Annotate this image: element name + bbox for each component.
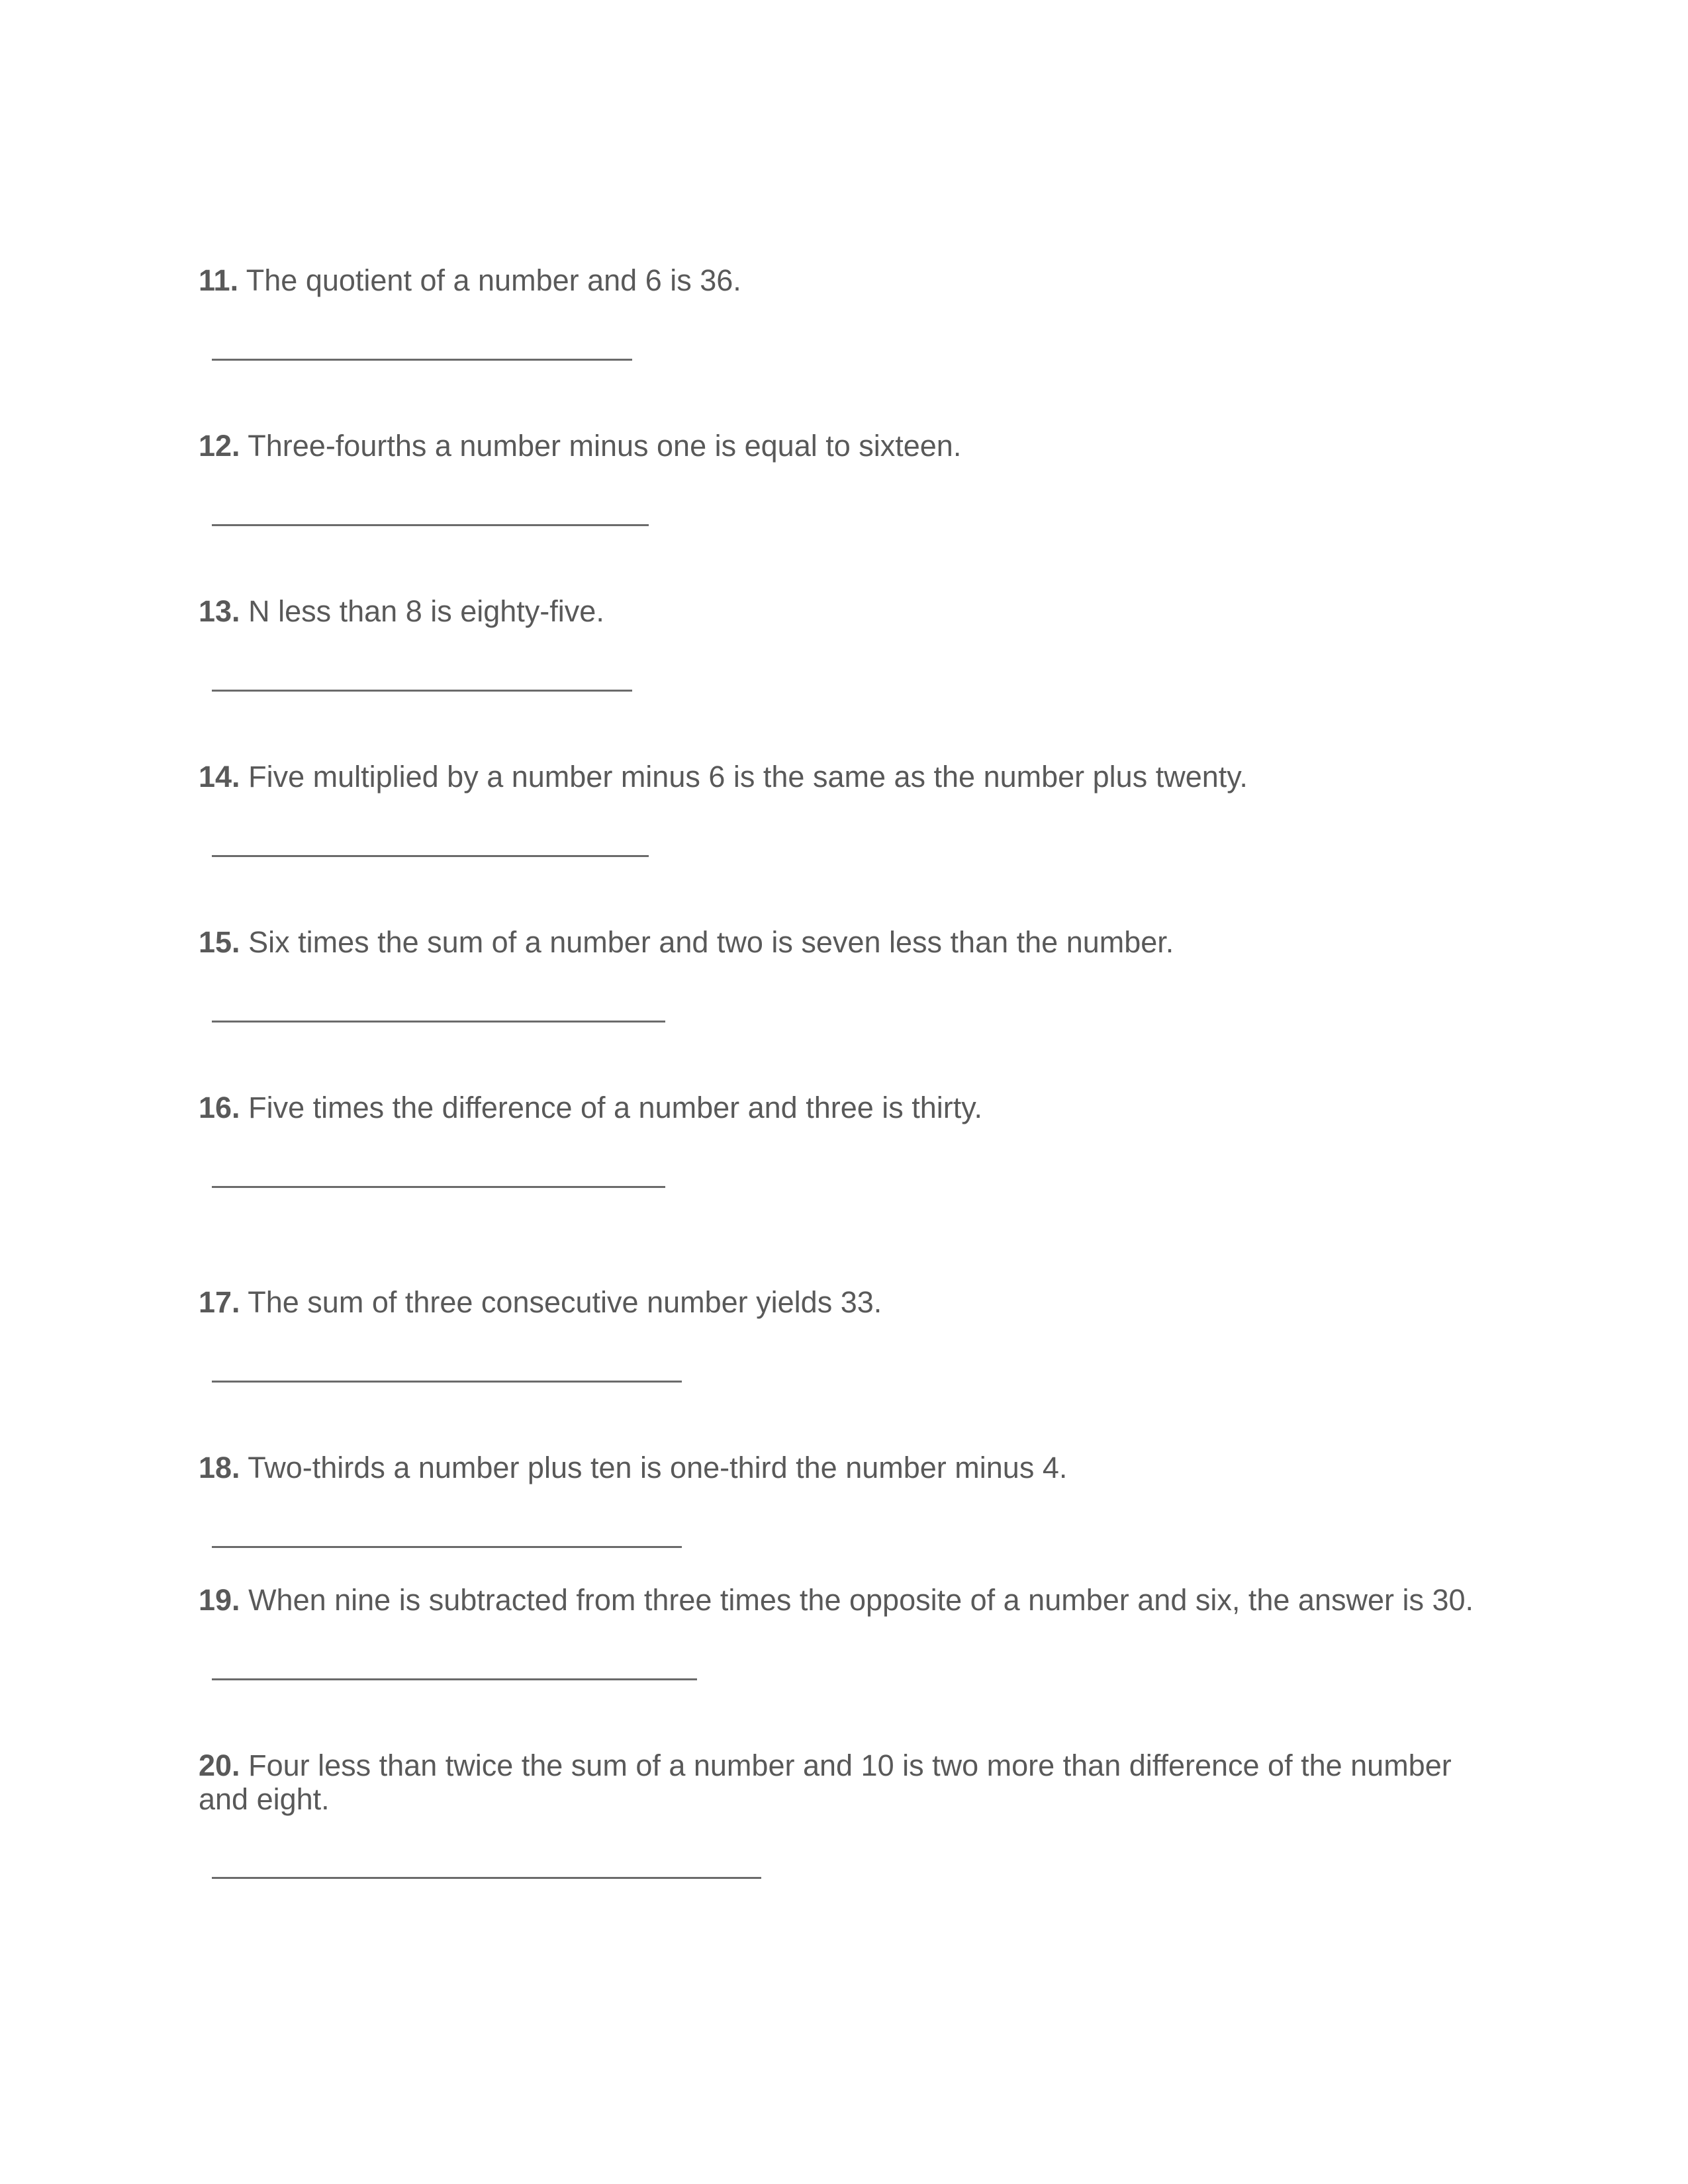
question-13 — [199, 594, 1509, 628]
question-16 — [199, 1091, 1509, 1124]
question-text: The quotient of a number and 6 is 36. — [246, 263, 741, 297]
question-number: 14. — [199, 760, 240, 794]
answer-line-19[interactable] — [212, 1678, 697, 1680]
question-number: 15. — [199, 925, 240, 959]
question-text: Five multiplied by a number minus 6 is the same as the number plus twenty. — [248, 760, 1248, 794]
answer-line-20[interactable] — [212, 1877, 761, 1879]
question-text: Two-thirds a number plus ten is one-third the number minus 4. — [248, 1451, 1068, 1484]
answer-line-15[interactable] — [212, 1021, 665, 1023]
question-text: N less than 8 is eighty-five. — [248, 594, 604, 628]
question-number: 19. — [199, 1583, 240, 1617]
answer-line-16[interactable] — [212, 1186, 665, 1188]
question-number: 17. — [199, 1285, 240, 1319]
question-text: Three-fourths a number minus one is equal to sixteen. — [248, 429, 962, 463]
question-number: 13. — [199, 594, 240, 628]
question-text: Six times the sum of a number and two is seven less than the number. — [248, 925, 1174, 959]
question-19 — [199, 1583, 1509, 1617]
question-text: The sum of three consecutive number yields 33. — [248, 1285, 882, 1319]
answer-line-17[interactable] — [212, 1381, 682, 1383]
question-number: 12. — [199, 429, 240, 463]
question-14 — [199, 760, 1509, 794]
answer-line-18[interactable] — [212, 1546, 682, 1548]
question-20 — [199, 1749, 1509, 1816]
answer-line-13[interactable] — [212, 690, 632, 692]
question-number: 11. — [199, 263, 239, 297]
question-text: Four less than twice the sum of a number and 10 is two more than difference of the number and eight. — [199, 1749, 1452, 1816]
question-12 — [199, 429, 1509, 463]
question-number: 20. — [199, 1749, 240, 1782]
question-text: When nine is subtracted from three times the opposite of a number and six, the answer is 30. — [248, 1583, 1474, 1617]
question-text: Five times the difference of a number and three is thirty. — [248, 1091, 982, 1124]
question-18 — [199, 1451, 1509, 1484]
answer-line-14[interactable] — [212, 855, 649, 857]
question-15 — [199, 925, 1509, 959]
question-11 — [199, 263, 1509, 297]
answer-line-12[interactable] — [212, 524, 649, 526]
question-number: 16. — [199, 1091, 240, 1124]
question-17 — [199, 1285, 1509, 1319]
answer-line-11[interactable] — [212, 359, 632, 361]
question-number: 18. — [199, 1451, 240, 1484]
